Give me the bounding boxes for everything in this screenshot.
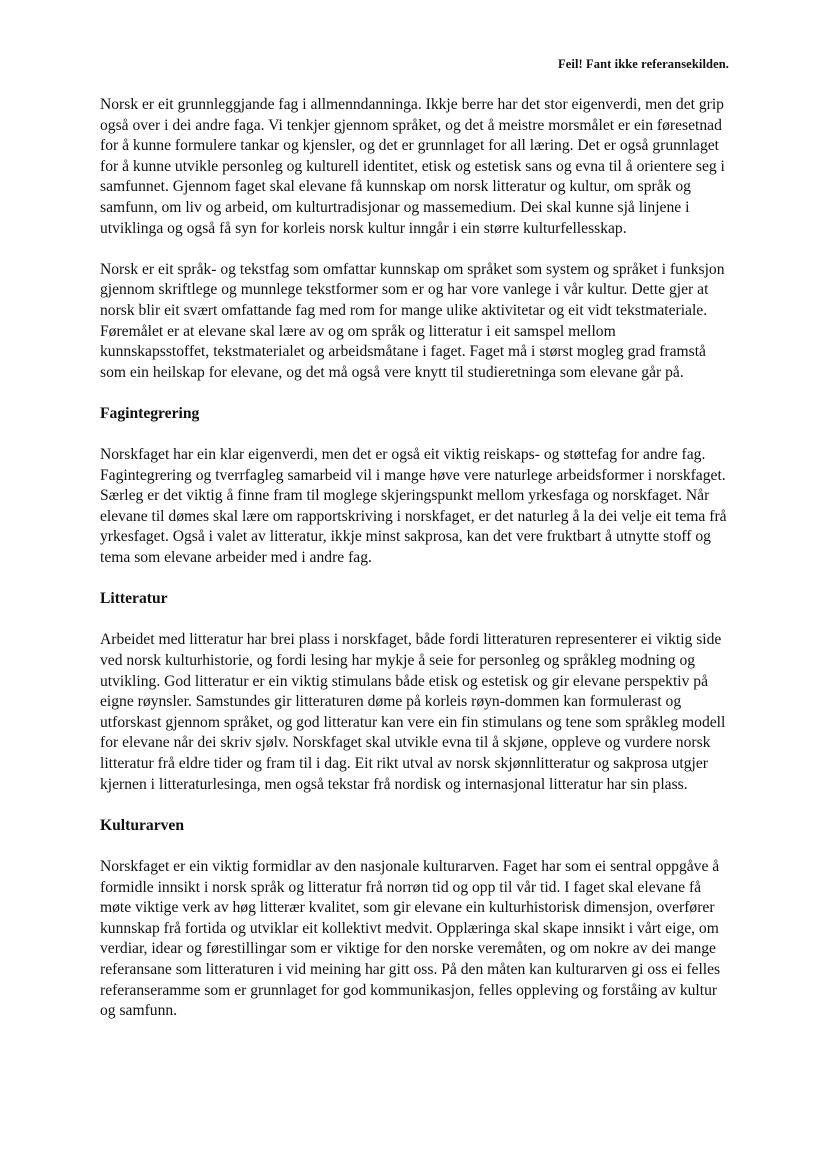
heading-fagintegrering: Fagintegrering (100, 404, 200, 422)
header-reference-error: Feil! Fant ikke referansekilden. (557, 57, 729, 71)
document-body (100, 95, 728, 1042)
litteratur-paragraph: Arbeidet med litteratur har brei plass i norskfaget, både fordi litteraturen representerer ei viktig side ved norsk kulturhistorie, og fordi lesing har mykje å seie for personleg og språkleg modning og utvikling. God litteratur er ein viktig stimulans både etisk og estetisk og gir elevane perspektiv på eigne røynsler. Samstundes gir litteraturen døme på korleis røyn-dommen kan formulerast og utforskast gjennom språket, og god litteratur kan vere ein fin stimulans og tene som språkleg modell for elevane når dei skriv sjølv. Norskfaget skal utvikle evna til å skjøne, oppleve og vurdere norsk litteratur frå eldre tider og fram til i dag. Eit rikt utval av norsk skjønnlitteratur og sakprosa utgjer kjernen i litteraturlesinga, men også tekstar frå nordisk og internasjonal litteratur har sin plass. (100, 631, 726, 793)
kulturarven-paragraph: Norskfaget er ein viktig formidlar av den nasjonale kulturarven. Faget har som ei sentral oppgåve å formidle innsikt i norsk språk og litteratur frå norrøn tid og opp til vår tid. I faget skal elevane få møte viktige verk av høg litterær kvalitet, som gir elevane ein kulturhistorisk dimensjon, overfører kunnskap frå fortida og utviklar eit kollektivt medvit. Opplæringa skal skape innsikt i vårt eige, om verdiar, idear og førestillingar som er viktige for den norske veremåten, og om nokre av dei mange referansane som litteraturen i vid meining har gitt oss. På den måten kan kulturarven gi oss ei felles referanseramme som er grunnlaget for god kommunikasjon, felles oppleving og forståing av kultur og samfunn. (100, 857, 721, 1020)
heading-kulturarven: Kulturarven (100, 816, 185, 834)
intro-paragraph-2: Norsk er eit språk- og tekstfag som omfattar kunnskap om språket som system og språket i funksjon gjennom skriftlege og munnlege tekstformer som er og har vore vanlege i vår kultur. Dette gjer at norsk blir eit svært omfattande fag med rom for mange ulike aktivitetar og eit vidt tekstmateriale. Føremålet er at elevane skal lære av og om språk og litteratur i eit samspel mellom kunnskapsstoffet, tekstmaterialet og arbeidsmåtane i faget. Faget må i størst mogleg grad framstå som ein heilskap for elevane, og det må også vere knytt til studieretninga som elevane går på. (100, 260, 725, 381)
heading-litteratur: Litteratur (100, 590, 168, 608)
fagintegrering-paragraph: Norskfaget har ein klar eigenverdi, men det er også eit viktig reiskaps- og støttefag for andre fag. Fagintegrering og tverrfagleg samarbeid vil i mange høve vere naturlege arbeidsformer i norskfaget. Særleg er det viktig å finne fram til moglege skjeringspunkt mellom yrkesfaga og norskfaget. Når elevane til dømes skal lære om rapportskriving i norskfaget, er det naturleg å la dei velje eit tema frå yrkesfaget. Også i valet av litteratur, ikkje minst sakprosa, kan det vere fruktbart å utnytte stoff og tema som elevane arbeider med i andre fag. (100, 446, 727, 567)
intro-paragraph-1: Norsk er eit grunnleggjande fag i allmenndanninga. Ikkje berre har det stor eigenverdi, men det grip også over i dei andre faga. Vi tenkjer gjennom språket, og det å meistre morsmålet er ein føresetnad for å kunne formulere tankar og kjensler, og det er grunnlaget for all læring. Det er også grunnlaget for å kunne utvikle personleg og kulturell identitet, etisk og estetisk sans og evna til å orientere seg i samfunnet. Gjennom faget skal elevane få kunnskap om norsk litteratur og kultur, om språk og samfunn, om liv og arbeid, om kulturtradisjonar og massemedium. Dei skal kunne sjå linjene i utviklinga og også få syn for korleis norsk kultur inngår i ein større kulturfellesskap. (100, 96, 725, 237)
